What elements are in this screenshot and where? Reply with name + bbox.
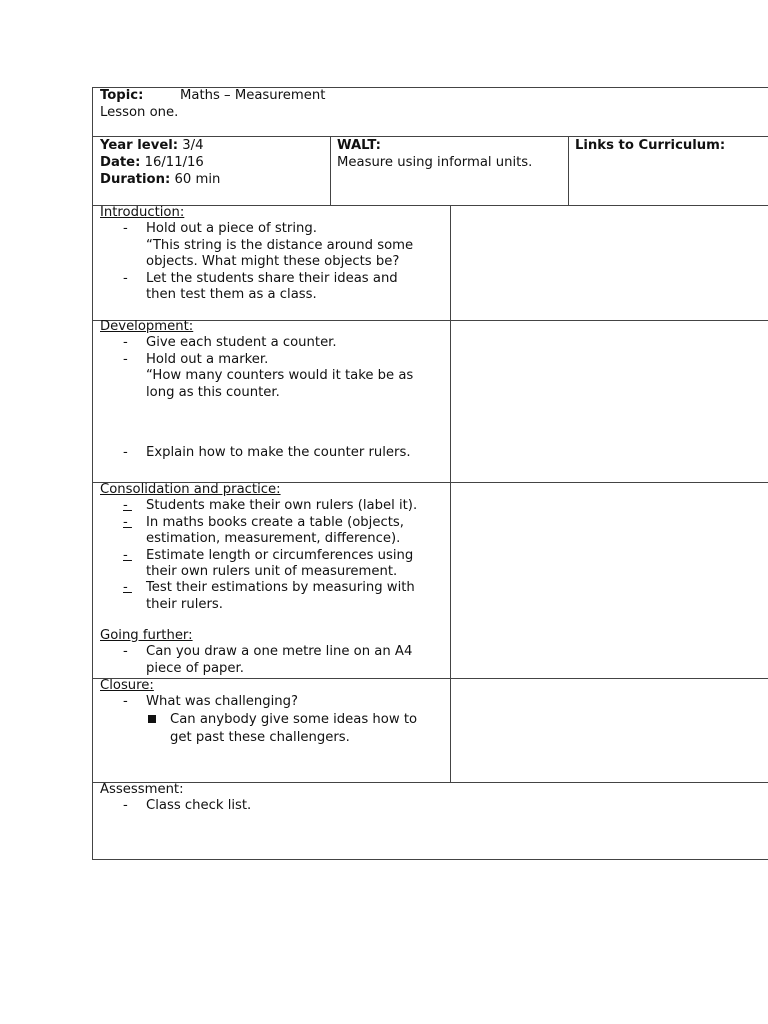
development-section <box>100 319 413 401</box>
assessment-section <box>100 782 251 815</box>
assessment-heading: Assessment: <box>100 782 184 797</box>
closure-section <box>100 678 417 747</box>
topic-label: Topic: <box>100 88 144 103</box>
list-item: - Hold out a marker. “How many counters would it take be as long as this counter. <box>100 352 413 401</box>
links-to-curriculum-label: Links to Curriculum: <box>575 138 726 153</box>
date-value: 16/11/16 <box>144 155 204 170</box>
duration-label: Duration: <box>100 172 171 187</box>
list-item: - Students make their own rulers (label it). <box>100 498 417 514</box>
introduction-heading: Introduction: <box>100 205 185 220</box>
development-heading: Development: <box>100 319 194 334</box>
list-item: - Estimate length or circumferences using their own rulers unit of measurement. <box>100 548 417 581</box>
lesson-title: Lesson one. <box>100 105 179 120</box>
list-item: - Let the students share their ideas and then test them as a class. <box>100 271 413 304</box>
consolidation-section <box>100 482 417 613</box>
list-item: - Test their estimations by measuring with their rulers. <box>100 580 417 613</box>
list-item: - Can you draw a one metre line on an A4 piece of paper. <box>100 644 412 677</box>
info-divider-2 <box>568 136 569 206</box>
walt-value: Measure using informal units. <box>337 155 533 170</box>
walt-label: WALT: <box>337 138 381 153</box>
consolidation-heading: Consolidation and practice: <box>100 482 281 497</box>
body-column-divider <box>450 205 451 783</box>
introduction-section <box>100 205 413 303</box>
list-item: - In maths books create a table (objects, estimation, measurement, difference). <box>100 515 417 548</box>
going-further-section <box>100 628 412 677</box>
list-item: - Give each student a counter. <box>100 335 413 351</box>
duration-value: 60 min <box>174 172 221 187</box>
closure-heading: Closure: <box>100 678 154 693</box>
year-level-value: 3/4 <box>182 138 204 153</box>
list-item: - Hold out a piece of string. “This string is the distance around some objects. What might these objects be? <box>100 221 413 270</box>
topic-line <box>100 88 326 104</box>
list-item: - Explain how to make the counter rulers. <box>100 445 411 461</box>
development-section-last <box>100 445 411 461</box>
going-further-heading: Going further: <box>100 628 193 643</box>
date-label: Date: <box>100 155 141 170</box>
date <box>100 155 204 171</box>
closure-sub-item: Can anybody give some ideas how to get past these challengers. <box>100 711 417 747</box>
info-divider-1 <box>330 136 331 206</box>
duration <box>100 172 220 188</box>
year-level <box>100 138 204 154</box>
topic-value: Maths – Measurement <box>180 88 326 103</box>
year-level-label: Year level: <box>100 138 179 153</box>
list-item: - Class check list. <box>100 798 251 814</box>
list-item: - What was challenging? <box>100 694 417 710</box>
